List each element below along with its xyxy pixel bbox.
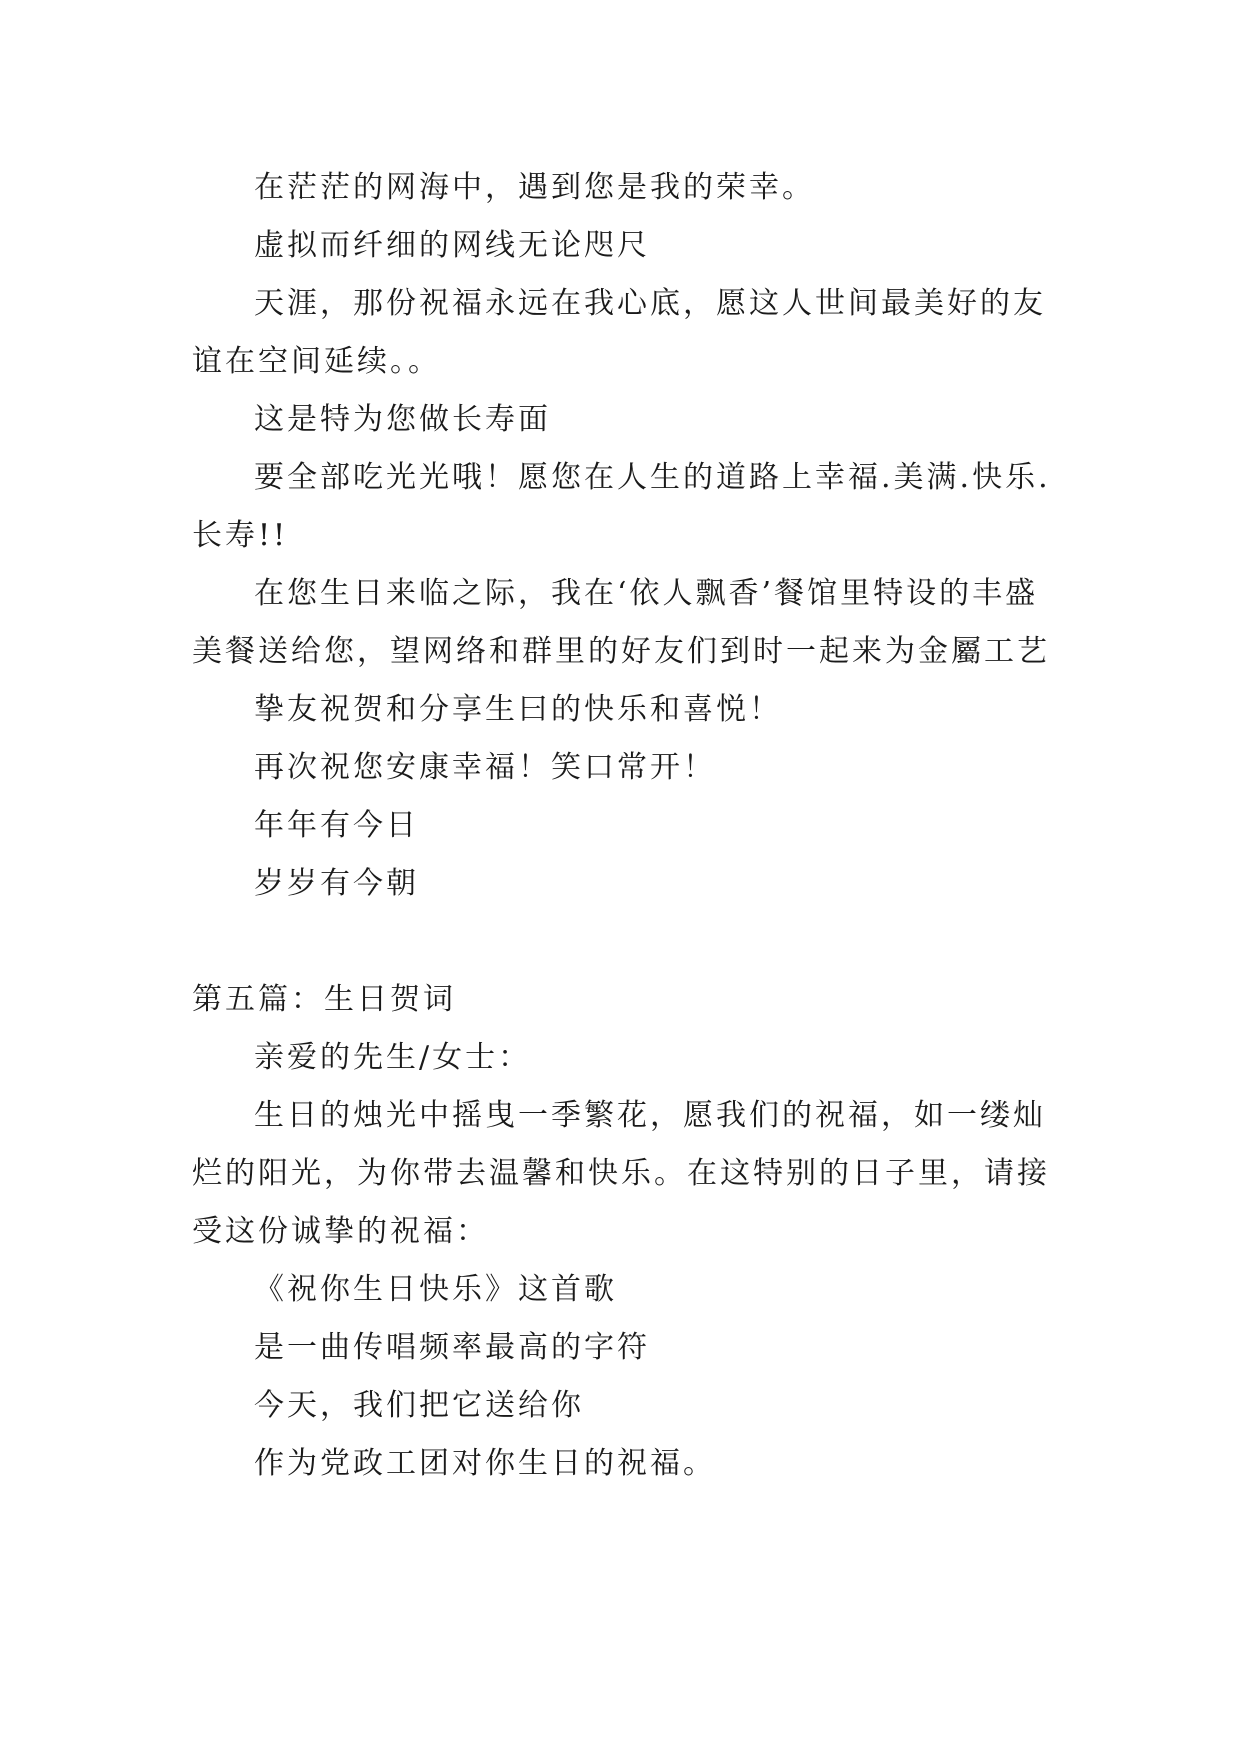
- paragraph: 在茫茫的网海中，遇到您是我的荣幸。: [254, 170, 815, 205]
- paragraph: 要全部吃光光哦！愿您在人生的道路上幸福.美满.快乐.长寿!!: [192, 460, 1051, 553]
- paragraph: 作为党政工团对你生日的祝福。: [254, 1446, 716, 1481]
- paragraph: 年年有今日: [254, 808, 419, 843]
- paragraph: 《祝你生日快乐》这首歌: [254, 1272, 617, 1307]
- paragraph: 这是特为您做长寿面: [254, 402, 551, 437]
- paragraph: 再次祝您安康幸福！笑口常开！: [254, 750, 716, 785]
- paragraph: 是一曲传唱频率最高的字符: [254, 1330, 650, 1365]
- paragraph: 虚拟而纤细的网线无论咫尺: [254, 228, 650, 263]
- paragraph: 今天，我们把它送给你: [254, 1388, 584, 1423]
- section-heading: 第五篇：生日贺词: [192, 982, 456, 1017]
- paragraph: 岁岁有今朝: [254, 866, 419, 901]
- paragraph: 生日的烛光中摇曳一季繁花，愿我们的祝福，如一缕灿烂的阳光，为你带去温馨和快乐。在这特别的日子里，请接受这份诚挚的祝福：: [192, 1098, 1050, 1249]
- paragraph: 天涯，那份祝福永远在我心底，愿这人世间最美好的友谊在空间延续。。: [192, 286, 1046, 379]
- paragraph: 在您生日来临之际，我在‘依人飘香’餐馆里特设的丰盛美餐送给您，望网络和群里的好友们到时一起来为金屬工艺: [192, 576, 1050, 669]
- document-body: [192, 159, 1060, 1493]
- salutation: 亲爱的先生/女士：: [254, 1040, 532, 1075]
- paragraph: 挚友祝贺和分享生曰的快乐和喜悦！: [254, 692, 782, 727]
